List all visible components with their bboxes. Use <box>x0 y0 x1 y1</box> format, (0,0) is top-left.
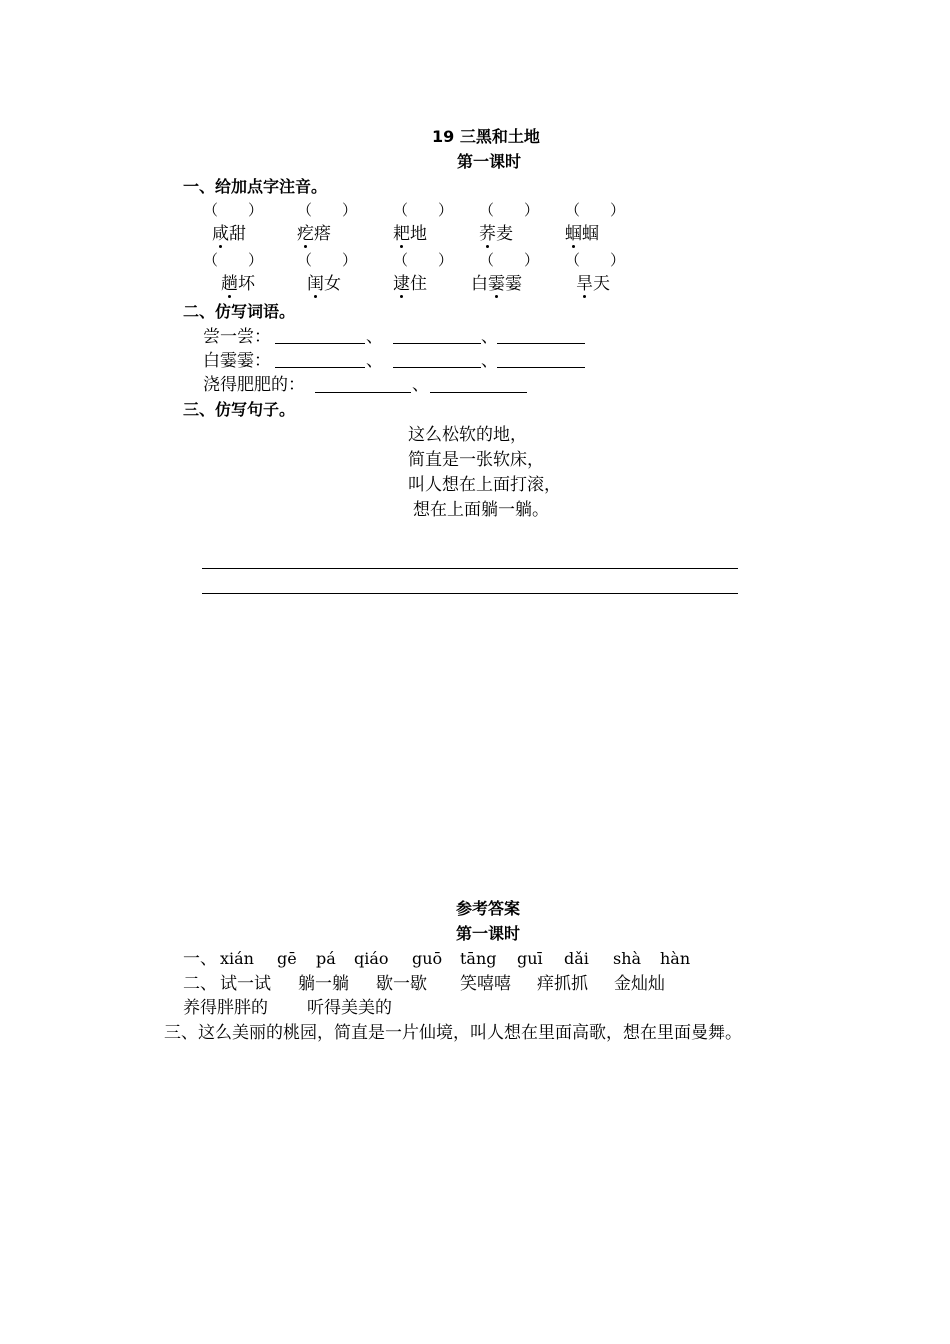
answers-subtitle: 第一课时 <box>456 924 521 943</box>
word-answer: 歇一歇 <box>376 974 427 994</box>
fill-blank[interactable] <box>393 343 481 344</box>
word-item: 趟坏 <box>221 274 255 294</box>
fill-blank[interactable] <box>275 343 365 344</box>
pinyin-answer: dǎi <box>564 949 589 968</box>
poem-line: 简直是一张软床， <box>408 450 544 470</box>
answer-paren: （ ） <box>393 201 454 219</box>
separator: 、 <box>481 351 498 371</box>
fill-blank[interactable] <box>497 367 585 368</box>
imitation-label: 白霎霎： <box>203 351 271 371</box>
word-answer: 笑嘻嘻 <box>460 974 511 994</box>
section2-heading: 二、仿写词语。 <box>183 302 296 321</box>
word-answer: 试一试 <box>220 974 271 994</box>
lesson-subtitle: 第一课时 <box>457 152 522 171</box>
word-item: 蝈蝈 <box>565 224 599 244</box>
section1-heading: 一、给加点字注音。 <box>183 177 328 196</box>
separator: 、 <box>366 327 383 347</box>
word-answer: 痒抓抓 <box>537 974 588 994</box>
imitation-label: 浇得肥肥的： <box>203 375 305 395</box>
pinyin-answer: tāng <box>460 949 497 968</box>
emphasis-dot <box>495 295 498 298</box>
emphasis-dot <box>486 245 489 248</box>
separator: 、 <box>366 351 383 371</box>
word-item: 闺女 <box>307 274 341 294</box>
pinyin-answer: hàn <box>660 949 691 968</box>
word-item: 耙地 <box>393 224 427 244</box>
pinyin-answer: gē <box>277 949 297 968</box>
answer-paren: （ ） <box>393 251 454 269</box>
pinyin-answer: xián <box>220 949 254 968</box>
fill-blank[interactable] <box>315 392 411 393</box>
answer-paren: （ ） <box>297 251 358 269</box>
sentence-answer: 三、这么美丽的桃园，简直是一片仙境，叫人想在里面高歌，想在里面曼舞。 <box>164 1023 742 1043</box>
answer-paren: （ ） <box>203 201 264 219</box>
emphasis-dot <box>400 245 403 248</box>
pinyin-answer: qiáo <box>354 949 389 968</box>
word-answer: 躺一躺 <box>298 974 349 994</box>
fill-blank[interactable] <box>497 343 585 344</box>
writing-line[interactable] <box>202 568 738 569</box>
writing-line[interactable] <box>202 593 738 594</box>
answer-paren: （ ） <box>203 251 264 269</box>
emphasis-dot <box>228 295 231 298</box>
pinyin-answer: pá <box>316 949 336 968</box>
pinyin-answer: guī <box>517 949 543 968</box>
word-item: 疙瘩 <box>297 224 331 244</box>
separator: 、 <box>481 327 498 347</box>
pinyin-answer: guō <box>412 949 443 968</box>
answer-paren: （ ） <box>565 251 626 269</box>
answer-paren: （ ） <box>479 201 540 219</box>
fill-blank[interactable] <box>275 367 365 368</box>
answer-label: 一、 <box>183 949 217 969</box>
emphasis-dot <box>304 245 307 248</box>
emphasis-dot <box>583 295 586 298</box>
emphasis-dot <box>400 295 403 298</box>
emphasis-dot <box>572 245 575 248</box>
poem-line: 想在上面躺一躺。 <box>413 500 549 520</box>
poem-line: 这么松软的地， <box>408 425 527 445</box>
word-item: 咸甜 <box>212 224 246 244</box>
answer-label: 二、 <box>183 974 217 994</box>
poem-line: 叫人想在上面打滚， <box>408 475 561 495</box>
word-item: 荞麦 <box>479 224 513 244</box>
fill-blank[interactable] <box>393 367 481 368</box>
answers-title: 参考答案 <box>456 899 521 918</box>
answer-paren: （ ） <box>565 201 626 219</box>
imitation-label: 尝一尝： <box>203 327 271 347</box>
word-item: 逮住 <box>393 274 427 294</box>
emphasis-dot <box>314 295 317 298</box>
answer-paren: （ ） <box>479 251 540 269</box>
section3-heading: 三、仿写句子。 <box>183 400 296 419</box>
emphasis-dot <box>219 245 222 248</box>
page-title: 19 三黑和土地 <box>432 127 540 146</box>
pinyin-answer: shà <box>613 949 642 968</box>
answer-paren: （ ） <box>297 201 358 219</box>
word-answer: 听得美美的 <box>307 998 392 1018</box>
word-item: 白霎霎 <box>471 274 522 294</box>
word-item: 旱天 <box>576 274 610 294</box>
fill-blank[interactable] <box>430 392 527 393</box>
word-answer: 金灿灿 <box>614 974 665 994</box>
separator: 、 <box>412 375 429 395</box>
word-answer: 养得胖胖的 <box>183 998 268 1018</box>
